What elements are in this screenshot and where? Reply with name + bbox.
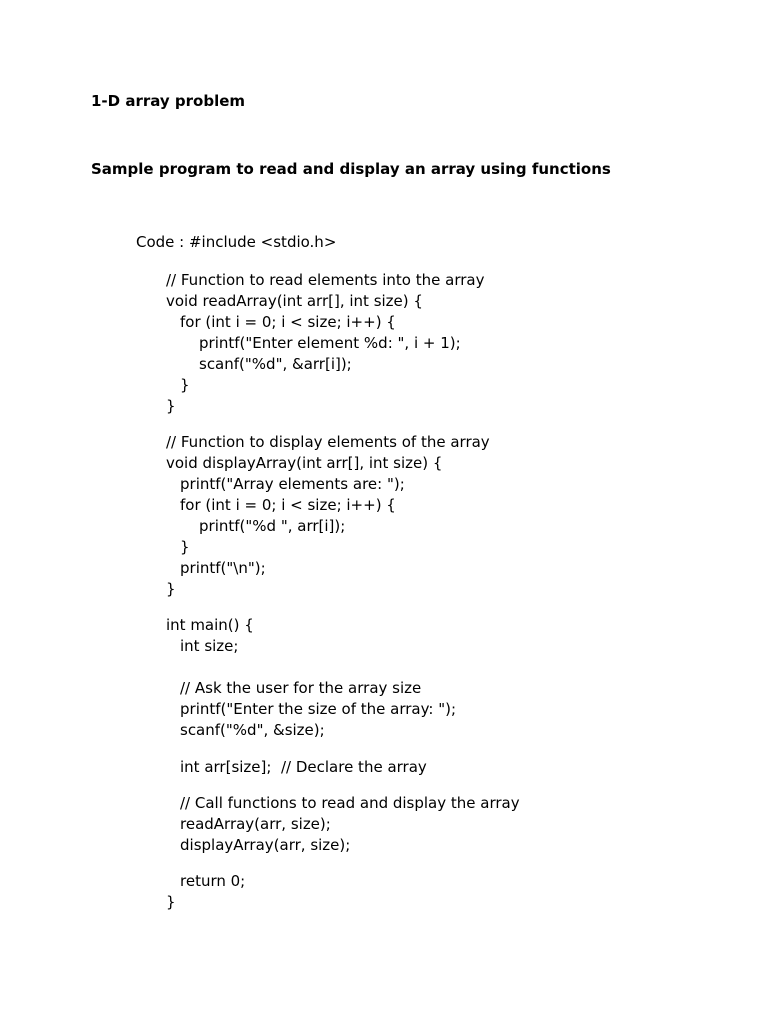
code-line: int main() { — [166, 616, 254, 634]
document-subtitle: Sample program to read and display an array using functions — [91, 160, 611, 178]
code-line: int arr[size]; // Declare the array — [180, 758, 427, 776]
code-line: } — [180, 538, 190, 556]
document-title: 1-D array problem — [91, 92, 246, 110]
code-line: // Call functions to read and display the array — [180, 794, 520, 812]
code-line: displayArray(arr, size); — [180, 836, 351, 854]
code-line: for (int i = 0; i < size; i++) { — [180, 496, 396, 514]
code-line: // Function to display elements of the array — [166, 433, 490, 451]
code-line: printf("Enter the size of the array: "); — [180, 700, 457, 718]
code-header: Code : #include <stdio.h> — [136, 233, 337, 251]
code-line: } — [166, 893, 176, 911]
code-line: printf("Array elements are: "); — [180, 475, 405, 493]
code-line: void displayArray(int arr[], int size) { — [166, 454, 443, 472]
code-line: int size; — [180, 637, 239, 655]
code-line: } — [166, 397, 176, 415]
code-line: // Function to read elements into the array — [166, 271, 485, 289]
code-line: scanf("%d", &arr[i]); — [199, 355, 352, 373]
code-line: return 0; — [180, 872, 246, 890]
code-line: } — [180, 376, 190, 394]
code-line: printf("Enter element %d: ", i + 1); — [199, 334, 461, 352]
code-line: for (int i = 0; i < size; i++) { — [180, 313, 396, 331]
code-line: scanf("%d", &size); — [180, 721, 325, 739]
code-line: void readArray(int arr[], int size) { — [166, 292, 423, 310]
code-line: printf("%d ", arr[i]); — [199, 517, 346, 535]
code-line: printf("\n"); — [180, 559, 266, 577]
code-line: // Ask the user for the array size — [180, 679, 422, 697]
code-line: } — [166, 580, 176, 598]
code-line: readArray(arr, size); — [180, 815, 331, 833]
